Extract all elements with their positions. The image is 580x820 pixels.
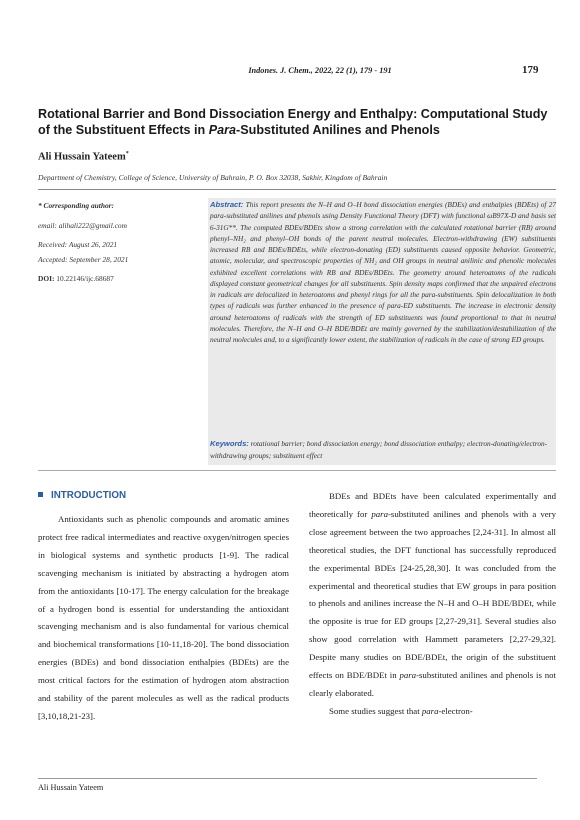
body-column-left [38, 511, 289, 726]
body-column-right [309, 488, 556, 721]
intro-paragraph-3 [309, 703, 556, 721]
doi[interactable] [38, 274, 198, 283]
para3-italic: para [421, 705, 439, 716]
footer-author: Ali Hussain Yateem [38, 783, 104, 792]
intro-paragraph-1: Antioxidants such as phenolic compounds and aromatic amines protect free radical intermediates and reactive oxygen/nitrogen species in biological systems and synthetic products [1-9]. The radical scavenging mechanism is initiated by abstracting a hydrogen atom from the antioxidants [10-17]. The energy calculation for the breakage of a hydrogen bond is essential for understanding the antioxidant scavenging mechanism and is also fundamental for various chemical and biochemical transformations [10-11,18-20]. The bond dissociation energies (BDEs) and bond dissociation enthalpies (BDEts) are the most critical factors for the estimation of hydrogen atom abstraction and stability of the parent molecules as well as the radical products [3,10,18,21-23]. [38, 514, 289, 721]
title-part-1: Rotational Barrier and Bond Dissociation Energy and Enthalpy: Computational Study of the Substituent Effects in [38, 107, 548, 137]
title-italic: Para [208, 123, 237, 137]
author-text: Ali Hussain Yateem [38, 151, 126, 163]
footer-divider [38, 778, 537, 779]
para2-italic-1: para [371, 508, 388, 519]
article-title [38, 106, 558, 138]
journal-citation: Indones. J. Chem., 2022, 22 (1), 179 - 191 [248, 66, 392, 75]
para3-text-1: Some studies suggest that [329, 705, 422, 716]
header-divider [38, 189, 556, 190]
para2-text-3: -substituted anilines and phenols is not clearly elaborated. [309, 670, 556, 698]
introduction-heading [38, 490, 126, 501]
abstract-heading: Abstract: [210, 200, 244, 209]
received-date: Received: August 26, 2021 [38, 240, 118, 249]
para2-text-1: BDEs and BDEts have been calculated experimentally and theoretically for [309, 491, 556, 519]
abstract [210, 199, 556, 345]
introduction-heading-text: INTRODUCTION [51, 490, 127, 501]
author-email[interactable]: email: alihali222@gmail.com [38, 221, 127, 230]
page-number: 179 [522, 64, 539, 76]
para2-italic-2: para [399, 670, 417, 681]
title-part-2: -Substituted Anilines and Phenols [236, 123, 440, 137]
para2-text-2: -substituted anilines and phenols with a very close agreement between the two approaches [2,24-31]. In almost all theoretical studies, the DFT functional has successfully reproduced the experimental BDEs [24-25,28,30]. It was concluded from the experimental and theoretical studies that EW groups in para position to phenols and anilines increase the N–H and O–H BDE/BDEt, while the opposite is true for ED groups [2,27-29,31]. Several studies also show good correlation with Hammett parameters [2,27-29,32]. Despite many studies on BDE/BDEt, the origin of the substituent effects on BDE/BDEt in [309, 508, 556, 681]
abstract-divider [38, 470, 556, 471]
doi-label: DOI: [38, 274, 55, 283]
accepted-date: Accepted: September 28, 2021 [38, 255, 129, 264]
affiliation: Department of Chemistry, College of Science, University of Bahrain, P. O. Box 32038, Sakhir, Kingdom of Bahrain [38, 173, 388, 182]
author-mark: * [125, 151, 129, 157]
keywords-heading: Keywords: [210, 439, 249, 448]
para3-text-2: -electron- [438, 705, 473, 716]
section-bullet-icon [38, 492, 43, 497]
keywords [210, 438, 556, 461]
abstract-body: This report presents the N–H and O–H bond dissociation energies (BDEs) and enthalpies (BDEts) of 27 para-substituted anilines and phenols using Density Functional Theory (DFT) with functional ωB97X-D and basis set 6-31G**. The computed BDEs/BDEts show a strong correlation with the calculated rotational barrier (RB) around phenyl–NH₂ and phenyl–OH bonds of the parent neutral molecules. Electron-withdrawing (EW) substituents increased RB and BDEs/BDEts, while electron-donating (ED) substituents caused opposite behavior. Geometric, atomic, molecular, and spectroscopic properties of NH₂ and OH groups in neutral anilinic and phenolic molecules exhibited excellent correlations with RB and BDEs/BDEts. The geometry around heteroatoms of the radicals displayed constant geometrical changes for all substituents. Spin density maps confirmed that the unpaired electrons in radicals are delocalized in heteroatoms and phenyl rings for all the para-substituents. Spin delocalization in both types of radicals was further enhanced in the presence of para-ED substituents. The increase in electronic density around heteroatoms of radicals with the strength of ED substituents was found proportional to that in neutral molecules. Therefore, the N–H and O–H BDE/BDEt are mainly governed by the stabilization/destabilization of the neutral molecules and, to a significantly lower extent, the stabilization of radicals in the case of strong ED groups. [210, 200, 556, 344]
doi-value[interactable]: 10.22146/ijc.68687 [56, 274, 114, 283]
intro-paragraph-2 [309, 488, 556, 703]
corresponding-author-label: * Corresponding author: [38, 201, 114, 210]
author-name [38, 151, 129, 163]
keywords-list: rotational barrier; bond dissociation energy; bond dissociation enthalpy; electron-donating/electron-withdrawing groups; substituent effect [210, 439, 548, 460]
